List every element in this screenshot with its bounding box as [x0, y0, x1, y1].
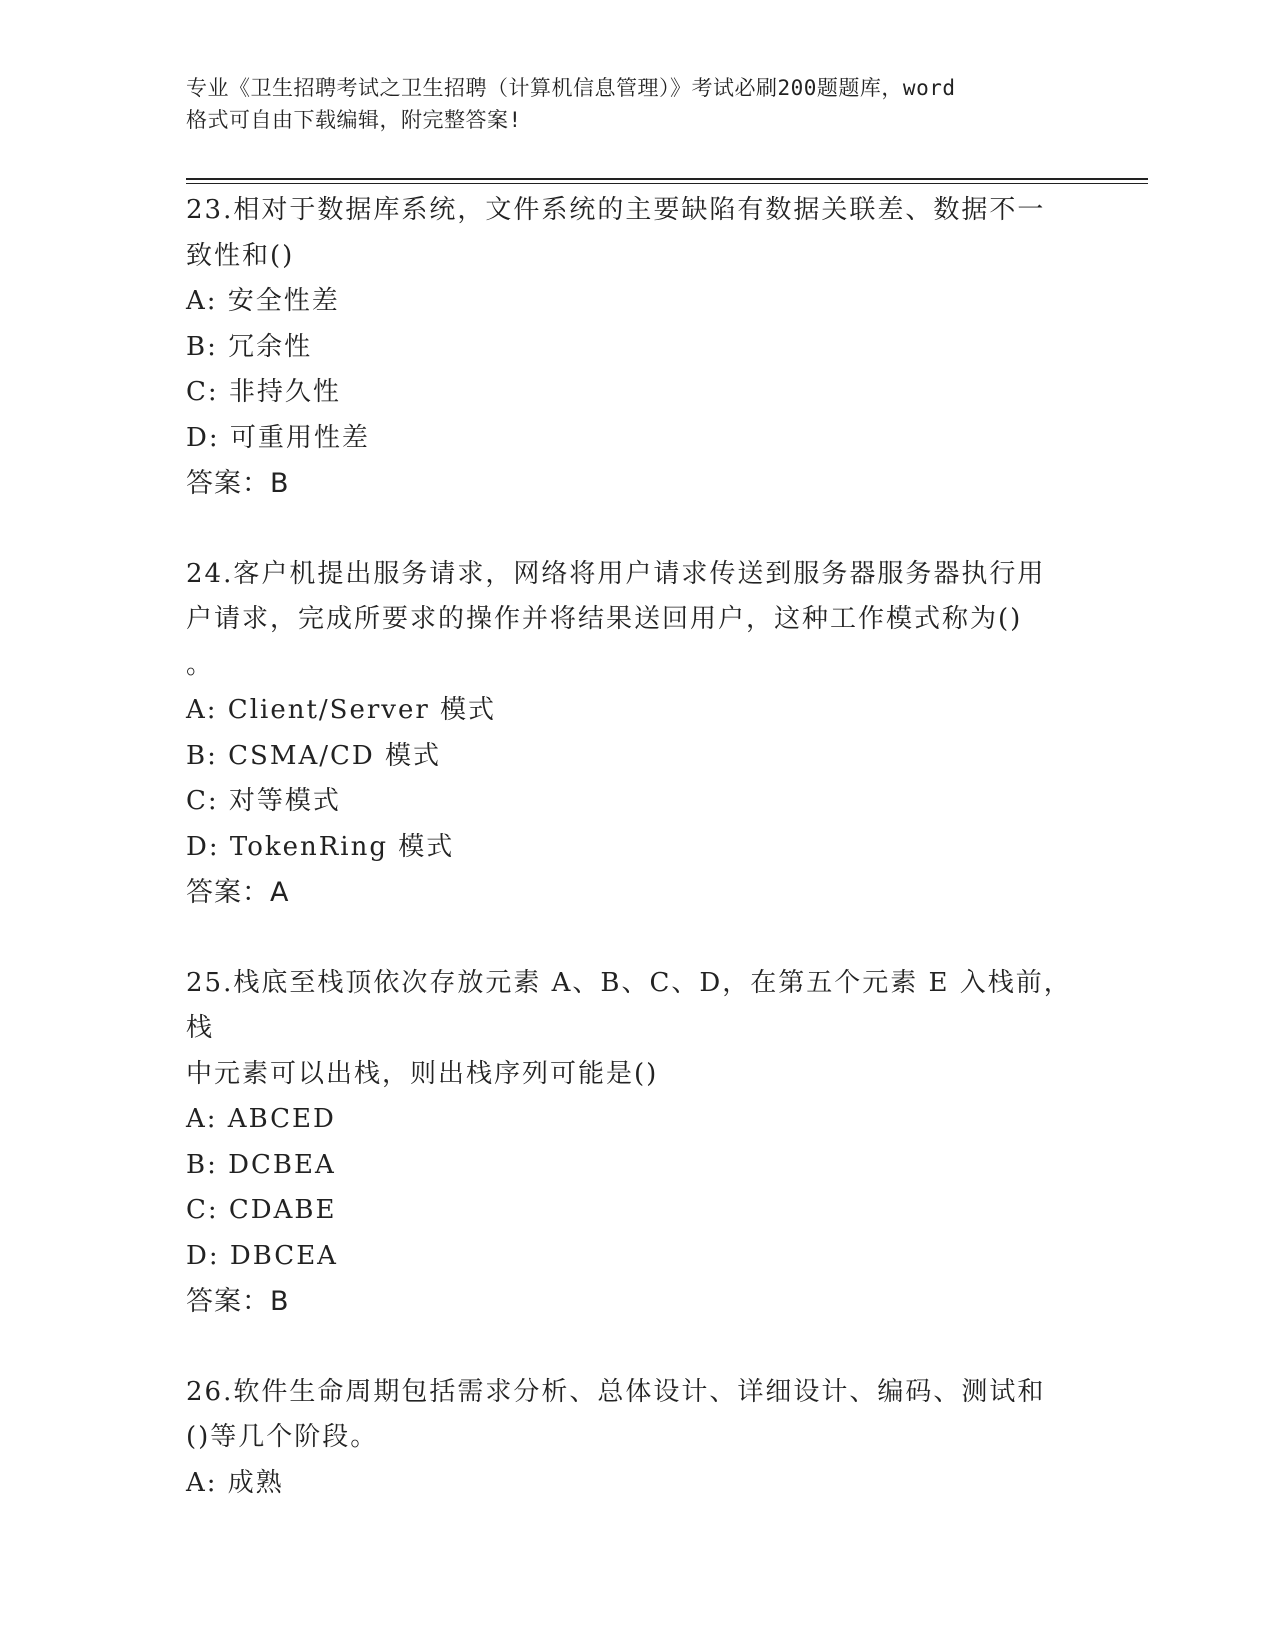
option-d: D: DBCEA — [186, 1240, 338, 1271]
header-divider-thick — [186, 178, 1148, 180]
option-b: B: 冗余性 — [186, 331, 313, 362]
question-text-line: 致性和() — [186, 240, 295, 271]
option-a: A: ABCED — [186, 1104, 336, 1134]
option-d: D: TokenRing 模式 — [186, 831, 455, 862]
question-text-line: 户请求，完成所要求的操作并将结果送回用户，这种工作模式称为() — [186, 604, 1023, 634]
option-c: C: CDABE — [186, 1195, 337, 1225]
option-d: D: 可重用性差 — [186, 422, 370, 453]
question-24 — [186, 552, 1086, 916]
question-26 — [186, 1370, 1086, 1507]
question-25 — [186, 961, 1086, 1325]
question-text-line: 26.软件生命周期包括需求分析、总体设计、详细设计、编码、测试和 — [186, 1376, 1046, 1407]
option-a: A: 安全性差 — [186, 286, 340, 316]
option-b: B: DCBEA — [186, 1149, 336, 1180]
option-c: C: 非持久性 — [186, 377, 341, 407]
answer: 答案：B — [186, 468, 290, 499]
answer: 答案：A — [186, 877, 290, 908]
question-text-line: 中元素可以出栈，则出栈序列可能是() — [186, 1058, 659, 1089]
question-text-line: 24.客户机提出服务请求，网络将用户请求传送到服务器服务器执行用 — [186, 558, 1046, 589]
document-header — [186, 72, 1096, 136]
question-text-line: 25.栈底至栈顶依次存放元素 A、B、C、D，在第五个元素 E 入栈前，栈 — [186, 967, 1072, 1043]
answer: 答案：B — [186, 1286, 290, 1317]
question-23 — [186, 188, 1086, 507]
option-a: A: Client/Server 模式 — [186, 695, 497, 725]
header-line-1: 专业《卫生招聘考试之卫生招聘（计算机信息管理）》考试必刷200题题库，word — [186, 76, 956, 100]
header-divider-thin — [186, 183, 1148, 184]
question-list — [186, 188, 1086, 1551]
question-text-line: 23.相对于数据库系统，文件系统的主要缺陷有数据关联差、数据不一 — [186, 195, 1046, 225]
option-c: C: 对等模式 — [186, 786, 341, 816]
header-line-2: 格式可自由下载编辑，附完整答案! — [186, 108, 522, 132]
option-b: B: CSMA/CD 模式 — [186, 740, 441, 771]
option-a: A: 成熟 — [186, 1467, 284, 1498]
question-text-line: ()等几个阶段。 — [186, 1422, 379, 1452]
question-text-line: 。 — [186, 649, 215, 680]
